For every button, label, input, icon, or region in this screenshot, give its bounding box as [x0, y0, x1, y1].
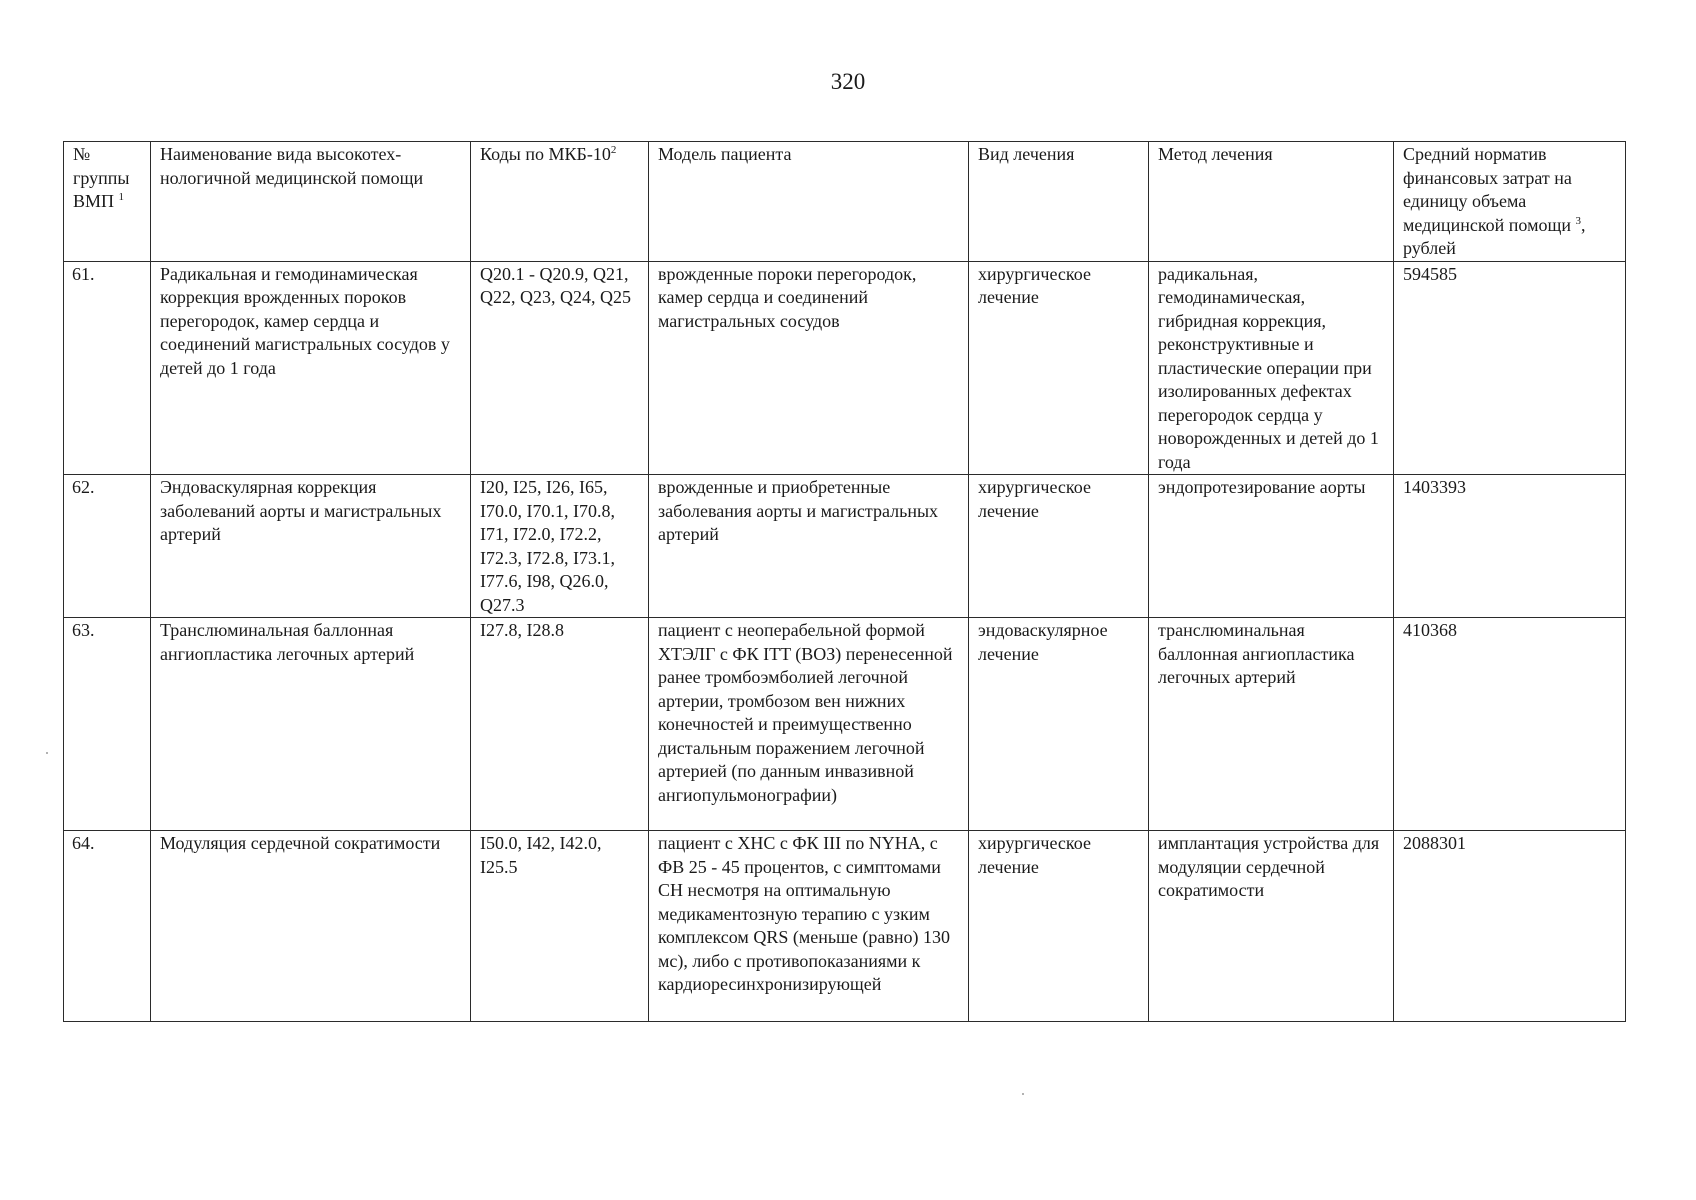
header-group-number: № группы ВМП $^1$	[64, 142, 151, 262]
row-group-number: 64.	[64, 831, 151, 1022]
table-row	[64, 261, 1626, 475]
row-group-number: 63.	[64, 618, 151, 831]
header-icd10-codes: Коды по МКБ-$10^2$	[471, 142, 649, 262]
row-care-type-name: Радикальная и гемодинамическая коррекция врожденных пороков перегородок, камер сердца и соединений магистральных сосудов у детей до 1 года	[151, 261, 471, 475]
row-patient-model: врожденные и приобретенные заболевания аорты и магистральных артерий	[649, 475, 969, 618]
row-treatment-type: хирургическое лечение	[969, 261, 1149, 475]
row-icd10-codes: I20, I25, I26, I65, I70.0, I70.1, I70.8, I71, I72.0, I72.2, I72.3, I72.8, I73.1, I77.6, I98, Q26.0, Q27.3	[471, 475, 649, 618]
header-average-cost: Средний норматив финансовых затрат на единицу объема медицинской помощи $^3$, рублей	[1394, 142, 1626, 262]
header-care-type-name: Наименование вида высокотехнологичной медицинской помощи	[151, 142, 471, 262]
row-treatment-type: хирургическое лечение	[969, 475, 1149, 618]
row-icd10-codes: Q20.1 - Q20.9, Q21, Q22, Q23, Q24, Q25	[471, 261, 649, 475]
footnote-marker: 1	[118, 191, 125, 203]
row-average-cost: 2088301	[1394, 831, 1626, 1022]
row-care-type-name: Модуляция сердечной сократимости	[151, 831, 471, 1022]
scan-speck	[1022, 1093, 1024, 1095]
row-treatment-type: эндоваскулярное лечение	[969, 618, 1149, 831]
row-care-type-name: Транслюминальная баллонная ангиопластика легочных артерий	[151, 618, 471, 831]
row-treatment-type: хирургическое лечение	[969, 831, 1149, 1022]
header-treatment-method: Метод лечения	[1149, 142, 1394, 262]
row-treatment-method: транслюминальная баллонная ангиопластика легочных артерий	[1149, 618, 1394, 831]
header-patient-model: Модель пациента	[649, 142, 969, 262]
row-group-number: 62.	[64, 475, 151, 618]
page-number: 320	[830, 69, 866, 94]
row-average-cost: 410368	[1394, 618, 1626, 831]
row-icd10-codes: I27.8, I28.8	[471, 618, 649, 831]
row-treatment-method: эндопротезирование аорты	[1149, 475, 1394, 618]
row-care-type-name: Эндоваскулярная коррекция заболеваний аорты и магистральных артерий	[151, 475, 471, 618]
table-row	[64, 831, 1626, 1022]
row-treatment-method: имплантация устройства для модуляции сердечной сократимости	[1149, 831, 1394, 1022]
table-header-row	[64, 142, 1626, 262]
scan-speck	[46, 752, 48, 754]
footnote-marker: 3	[1575, 214, 1581, 227]
row-group-number: 61.	[64, 261, 151, 475]
table-row	[64, 618, 1626, 831]
vmp-table	[63, 141, 1626, 1022]
header-treatment-type: Вид лечения	[969, 142, 1149, 262]
row-average-cost: 594585	[1394, 261, 1626, 475]
row-icd10-codes: I50.0, I42, I42.0, I25.5	[471, 831, 649, 1022]
row-treatment-method: радикальная, гемодинамическая, гибридная коррекция, реконструктивные и пластические операции при изолированных дефектах перегородок сердца у новорожденных и детей до 1 года	[1149, 261, 1394, 475]
row-average-cost: 1403393	[1394, 475, 1626, 618]
row-patient-model: пациент с ХНС с ФК III по NYHA, с ФВ 25 - 45 процентов, с симптомами СН несмотря на оптимальную медикаментозную терапию с узким комплексом QRS (меньше (равно) 130 мс), либо с противопоказаниями к кардиоресинхронизирующей	[649, 831, 969, 1022]
row-patient-model: врожденные пороки перегородок, камер сердца и соединений магистральных сосудов	[649, 261, 969, 475]
table-row	[64, 475, 1626, 618]
footnote-marker: 2	[610, 144, 617, 156]
row-patient-model: пациент с неоперабельной формой ХТЭЛГ с ФК ITT (ВОЗ) перенесенной ранее тромбоэмболией легочной артерии, тромбозом вен нижних конечностей и преимущественно дистальным поражением легочной артерией (по данным инвазивной ангиопульмонографии)	[649, 618, 969, 831]
